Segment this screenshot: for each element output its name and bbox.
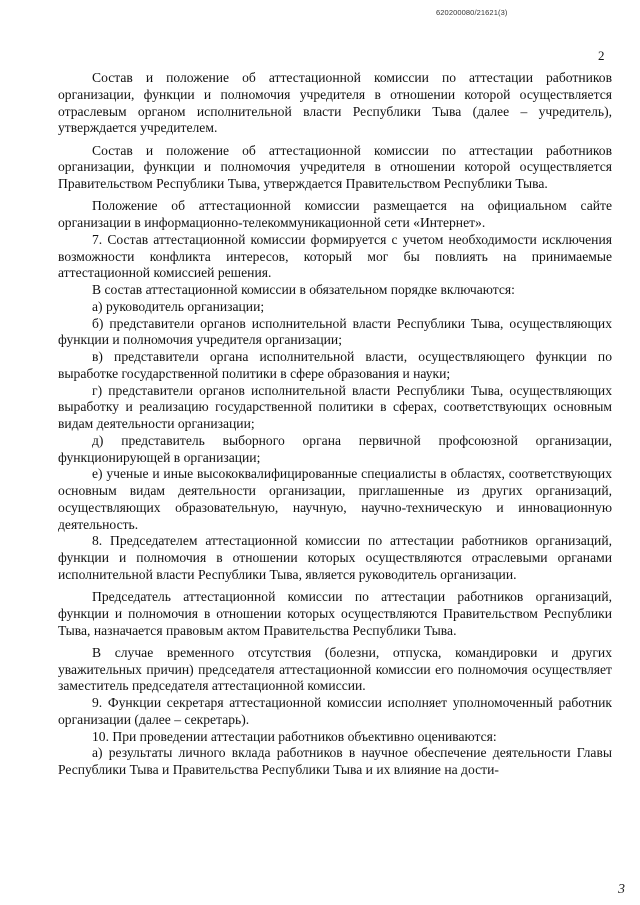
paragraph: 9. Функции секретаря аттестационной комиссии исполняет уполномоченный работник организации (далее – секретарь). <box>58 695 612 727</box>
paragraph: Положение об аттестационной комиссии размещается на официальном сайте организации в информационно-телекоммуникационной сети «Интернет». <box>58 198 612 230</box>
paragraph: В состав аттестационной комиссии в обязательном порядке включаются: <box>92 282 515 297</box>
paragraph: Состав и положение об аттестационной комиссии по аттестации работников организации, функции и полномочия учредителя в отношении которой осуществляется отраслевым органом исполнительной власти Республики Тыва (далее – учредитель), утверждается учредителем. <box>58 70 612 136</box>
paragraph: Председатель аттестационной комиссии по аттестации работников организаций, функции и полномочия в отношении которых осуществляются Правительством Республики Тыва, назначается правовым актом Правительства Республики Тыва. <box>58 589 612 638</box>
paragraph: Состав и положение об аттестационной комиссии по аттестации работников организации, функции и полномочия учредителя в отношении которой осуществляется Правительством Республики Тыва, утверждается Правительством Республики Тыва. <box>58 142 612 191</box>
list-item: г) представители органов исполнительной власти Республики Тыва, осуществляющих выработку и реализацию государственной политики в сферах, соответствующих основным видам деятельности организации; <box>58 382 612 431</box>
document-body <box>58 70 612 779</box>
paragraph: 7. Состав аттестационной комиссии формируется с учетом необходимости исключения возможности конфликта интересов, который мог бы повлиять на принимаемые аттестационной комиссией решения. <box>58 231 612 281</box>
paragraph: 10. При проведении аттестации работников объективно оцениваются: <box>92 728 497 744</box>
list-item: в) представители органа исполнительной власти, осуществляющего функции по выработке государственной политики в сфере образования и науки; <box>58 349 612 381</box>
list-item: б) представители органов исполнительной власти Республики Тыва, осуществляющих функции и полномочия учредителя организации; <box>58 315 612 348</box>
handwritten-page-mark: 3 <box>618 882 625 897</box>
list-item: е) ученые и иные высококвалифицированные специалисты в областях, соответствующих основным видам деятельности организации, приглашенные из других организаций, осуществляющих образовательную, научную, научно-техническую и инновационную деятельность. <box>58 466 612 532</box>
list-item: а) результаты личного вклада работников в научное обеспечение деятельности Главы Республики Тыва и Правительства Республики Тыва и их влияние на дости- <box>58 745 612 777</box>
paragraph: В случае временного отсутствия (болезни, отпуска, командировки и других уважительных причин) председателя аттестационной комиссии его полномочия осуществляет заместитель председателя аттестационной комиссии. <box>58 644 612 694</box>
page-number: 2 <box>598 48 605 63</box>
list-item: а) руководитель организации; <box>92 298 265 314</box>
document-registration-code: 620200080/21621(3) <box>436 8 508 17</box>
paragraph: 8. Председателем аттестационной комиссии по аттестации работников организаций, функции и полномочия в отношении которых осуществляются отраслевыми органами исполнительной власти Республики Тыва, является руководитель организации. <box>58 533 612 582</box>
list-item: д) представитель выборного органа первичной профсоюзной организации, функционирующей в организации; <box>58 432 612 465</box>
